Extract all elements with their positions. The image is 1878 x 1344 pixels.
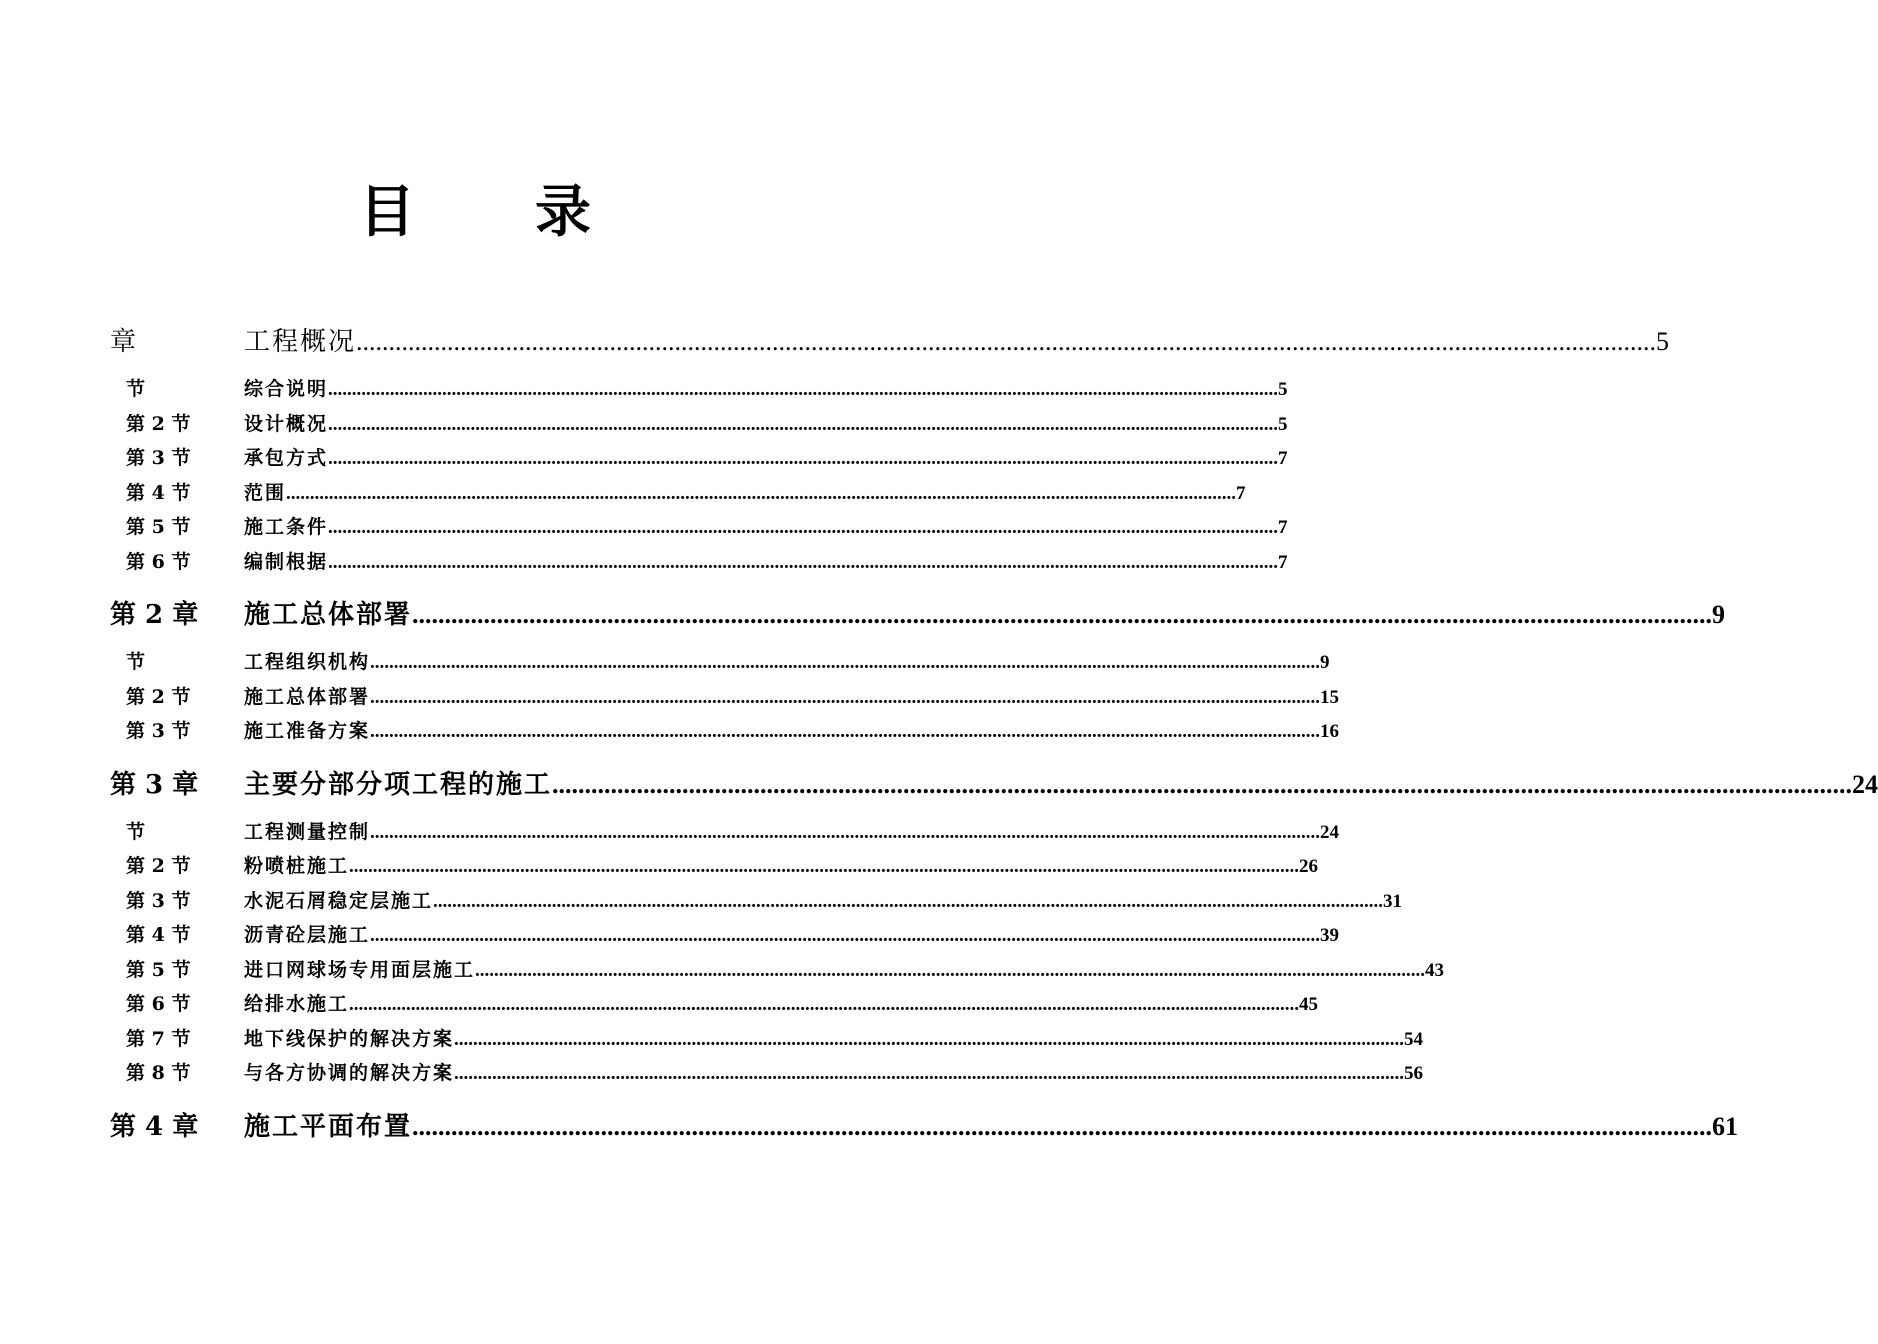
section-number: 第 3 节 <box>126 889 191 912</box>
dot-leader: ........................................................................................................................................................................................................ <box>328 448 1279 469</box>
section-title: 承包方式 <box>244 447 329 469</box>
section-number: 第 3 节 <box>126 447 191 469</box>
section-number: 第 2 节 <box>126 855 191 877</box>
section-page-number: 54 <box>1404 1028 1424 1050</box>
chapter-title: 施工平面布置 <box>244 1111 413 1142</box>
section-title: 水泥石屑稳定层施工 <box>244 889 434 912</box>
dot-leader: ........................................................................................................................................................................................................ <box>328 379 1279 400</box>
section-page-number: 7 <box>1278 517 1288 538</box>
section-number: 节 <box>126 820 146 843</box>
section-page-number: 7 <box>1278 448 1288 469</box>
section-number: 第 4 节 <box>126 924 191 946</box>
toc-section-row[interactable] <box>110 884 1403 919</box>
dot-leader: ........................................................................................................................................................................................................ <box>349 856 1300 877</box>
chapter-number: 第 3 章 <box>110 769 199 800</box>
chapter-number: 第 4 章 <box>110 1111 199 1142</box>
section-page-number: 45 <box>1299 994 1319 1015</box>
section-title: 施工准备方案 <box>244 720 371 742</box>
chapter-number: 章 <box>110 327 137 357</box>
toc-section-row[interactable] <box>110 545 1288 580</box>
toc-section-row[interactable] <box>110 1056 1424 1091</box>
chapter-page-number: 9 <box>1712 600 1726 629</box>
toc-section-row[interactable] <box>110 645 1330 680</box>
chapter-page-number: 24 <box>1852 769 1878 799</box>
section-page-number: 7 <box>1236 482 1246 504</box>
chapter-page-number: 61 <box>1712 1111 1739 1141</box>
dot-leader: ........................................................................................................................................................................................................ <box>412 600 1713 629</box>
section-title: 沥青砼层施工 <box>244 924 371 946</box>
toc-section-row[interactable] <box>110 476 1246 511</box>
section-number: 第 5 节 <box>126 516 191 538</box>
section-number: 第 3 节 <box>126 720 191 742</box>
section-title: 编制根据 <box>244 550 329 573</box>
toc-section-row[interactable] <box>110 372 1288 407</box>
section-number: 第 6 节 <box>126 550 191 573</box>
section-title: 进口网球场专用面层施工 <box>244 958 476 981</box>
section-number: 节 <box>126 378 146 400</box>
section-number: 第 2 节 <box>126 685 191 708</box>
section-page-number: 16 <box>1320 721 1340 742</box>
section-number: 第 2 节 <box>126 412 191 435</box>
section-number: 第 7 节 <box>126 1027 191 1050</box>
section-number: 第 4 节 <box>126 481 191 504</box>
toc-chapter-row[interactable] <box>110 1101 1739 1153</box>
chapter-title: 主要分部分项工程的施工 <box>244 769 553 800</box>
page-title <box>0 178 950 248</box>
section-title: 地下线保护的解决方案 <box>244 1027 455 1050</box>
dot-leader: ........................................................................................................................................................................................................ <box>370 821 1321 843</box>
toc-section-row[interactable] <box>110 849 1319 884</box>
dot-leader: ........................................................................................................................................................................................................ <box>349 994 1300 1015</box>
section-number: 第 8 节 <box>126 1062 191 1084</box>
chapter-title: 工程概况 <box>244 327 357 357</box>
section-page-number: 31 <box>1383 890 1403 912</box>
section-title: 施工总体部署 <box>244 685 371 708</box>
section-title: 施工条件 <box>244 516 329 538</box>
dot-leader: ........................................................................................................................................................................................................ <box>454 1063 1405 1084</box>
section-number: 第 6 节 <box>126 993 191 1015</box>
section-title: 与各方协调的解决方案 <box>244 1062 455 1084</box>
dot-leader: ........................................................................................................................................................................................................ <box>370 652 1321 673</box>
chapter-title: 施工总体部署 <box>244 600 413 630</box>
chapter-number: 第 2 章 <box>110 600 199 630</box>
toc-chapter-row[interactable] <box>110 759 1878 811</box>
chapter-page-number: 5 <box>1656 327 1670 356</box>
section-title: 粉喷桩施工 <box>244 855 350 877</box>
toc-section-row[interactable] <box>110 953 1445 988</box>
toc-section-row[interactable] <box>110 987 1319 1022</box>
toc-section-row[interactable] <box>110 510 1288 545</box>
section-title: 工程组织机构 <box>244 651 371 673</box>
section-page-number: 15 <box>1320 686 1340 708</box>
table-of-contents <box>110 318 1878 1157</box>
section-title: 范围 <box>244 481 287 504</box>
section-page-number: 7 <box>1278 551 1288 573</box>
dot-leader: ........................................................................................................................................................................................................ <box>328 413 1279 435</box>
section-number: 节 <box>126 651 146 673</box>
toc-chapter-row[interactable] <box>110 318 1670 366</box>
section-page-number: 5 <box>1278 379 1288 400</box>
section-page-number: 5 <box>1278 413 1288 435</box>
toc-section-row[interactable] <box>110 1022 1424 1057</box>
dot-leader: ........................................................................................................................................................................................................ <box>356 327 1657 356</box>
dot-leader: ........................................................................................................................................................................................................ <box>552 769 1853 799</box>
toc-chapter-row[interactable] <box>110 589 1726 641</box>
section-title: 工程测量控制 <box>244 820 371 843</box>
dot-leader: ........................................................................................................................................................................................................ <box>286 482 1237 504</box>
dot-leader: ........................................................................................................................................................................................................ <box>412 1111 1713 1141</box>
toc-section-row[interactable] <box>110 680 1340 715</box>
section-page-number: 24 <box>1320 821 1340 843</box>
toc-section-row[interactable] <box>110 714 1340 749</box>
toc-section-row[interactable] <box>110 441 1288 476</box>
toc-section-row[interactable] <box>110 815 1340 850</box>
section-title: 设计概况 <box>244 412 329 435</box>
section-page-number: 39 <box>1320 925 1340 946</box>
page-title-char-1: 目 <box>359 180 415 245</box>
dot-leader: ........................................................................................................................................................................................................ <box>328 517 1279 538</box>
section-title: 综合说明 <box>244 378 329 400</box>
section-number: 第 5 节 <box>126 958 191 981</box>
dot-leader: ........................................................................................................................................................................................................ <box>433 890 1384 912</box>
page-title-char-2: 录 <box>535 180 591 245</box>
section-page-number: 56 <box>1404 1063 1424 1084</box>
dot-leader: ........................................................................................................................................................................................................ <box>328 551 1279 573</box>
toc-section-row[interactable] <box>110 918 1340 953</box>
section-page-number: 9 <box>1320 652 1330 673</box>
dot-leader: ........................................................................................................................................................................................................ <box>475 959 1426 981</box>
section-page-number: 43 <box>1425 959 1445 981</box>
section-page-number: 26 <box>1299 856 1319 877</box>
dot-leader: ........................................................................................................................................................................................................ <box>370 686 1321 708</box>
toc-section-row[interactable] <box>110 407 1288 442</box>
dot-leader: ........................................................................................................................................................................................................ <box>370 721 1321 742</box>
dot-leader: ........................................................................................................................................................................................................ <box>370 925 1321 946</box>
dot-leader: ........................................................................................................................................................................................................ <box>454 1028 1405 1050</box>
section-title: 给排水施工 <box>244 993 350 1015</box>
